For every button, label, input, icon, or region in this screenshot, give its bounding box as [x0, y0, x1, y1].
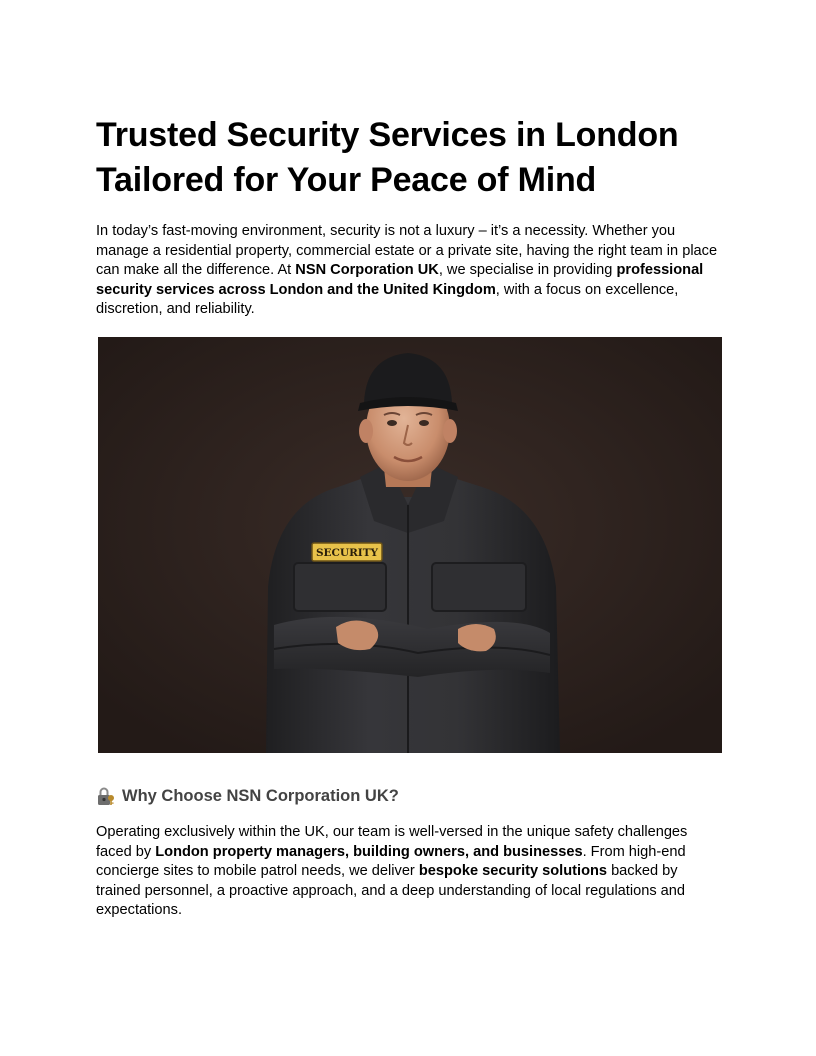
- section-heading: [96, 784, 399, 808]
- security-guard-illustration: [98, 337, 722, 753]
- section-text-1: Operating exclusively within the UK, our team is well-versed in the unique safety challenges faced by: [96, 824, 688, 860]
- page-title-line-2: Tailored for Your Peace of Mind: [96, 161, 597, 199]
- lock-with-key-icon: [96, 786, 116, 806]
- section-bold-solutions: bespoke security solutions: [418, 863, 608, 880]
- intro-bold-company: NSN Corporation UK: [295, 262, 439, 279]
- intro-paragraph: [96, 222, 722, 320]
- svg-text:SECURITY: SECURITY: [315, 547, 379, 559]
- page-title: [96, 113, 736, 203]
- intro-text-2: , we specialise in providing: [438, 262, 617, 279]
- section-paragraph: [96, 823, 722, 921]
- intro-text-1: In today’s fast-moving environment, security is not a luxury – it’s a necessity. Whether you manage a residential property, commercial estate or a private site, having the right team in place can make all the difference. At: [96, 223, 718, 279]
- section-heading-text: Why Choose NSN Corporation UK?: [122, 787, 399, 805]
- intro-bold-services: professional security services across London and the United Kingdom: [96, 262, 704, 298]
- section-text-2: . From high-end concierge sites to mobile patrol needs, we deliver: [96, 843, 686, 880]
- page-title-line-1: Trusted Security Services in London: [96, 116, 679, 154]
- intro-text-3: , with a focus on excellence, discretion, and reliability.: [96, 281, 679, 318]
- section-text-3: backed by trained personnel, a proactive approach, and a deep understanding of local regulations and expectations.: [96, 863, 686, 919]
- hero-image-security-guard: [98, 337, 722, 753]
- section-bold-audience: London property managers, building owners, and businesses: [155, 843, 583, 860]
